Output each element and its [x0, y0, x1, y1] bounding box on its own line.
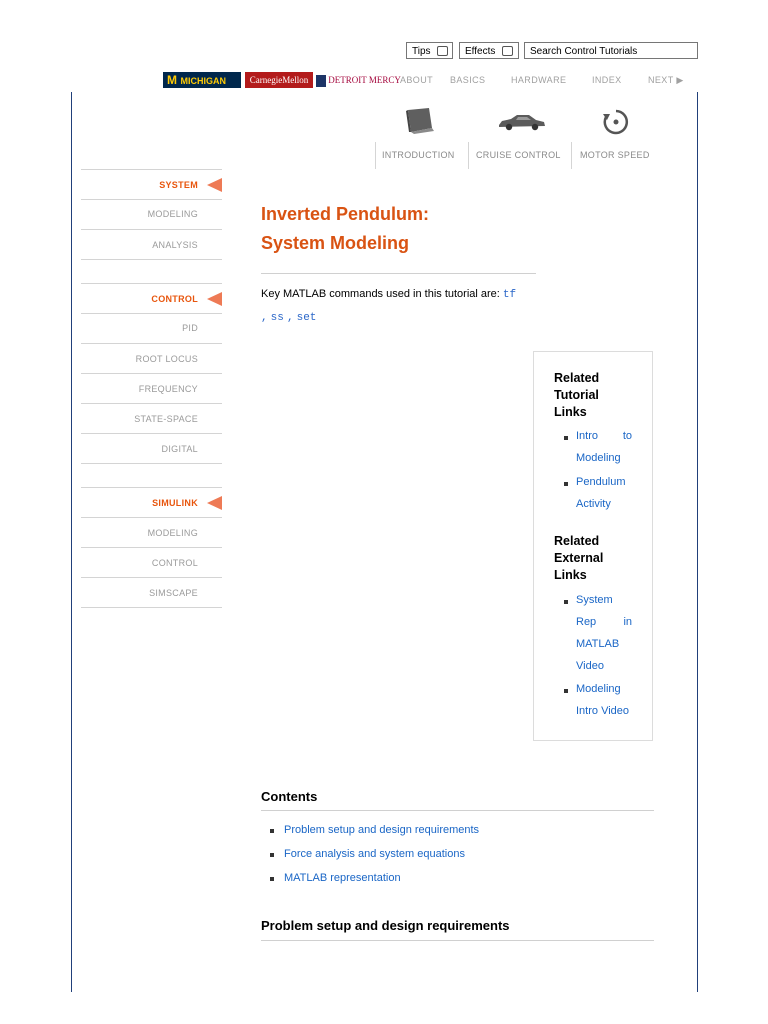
section-divider	[261, 940, 654, 941]
sidebar-item-state-space[interactable]: STATE-SPACE	[134, 414, 198, 424]
link-word[interactable]: Rep	[576, 616, 597, 628]
page-title-line2: System Modeling	[261, 233, 410, 253]
sidebar-item-system-modeling[interactable]: MODELING	[147, 209, 198, 219]
cmu-logo-text: CarnegieMellon	[249, 75, 309, 85]
link-word[interactable]: System	[576, 594, 613, 606]
detroit-mercy-logo[interactable]	[316, 72, 404, 88]
sidebar-item-simulink-control[interactable]: CONTROL	[151, 558, 198, 568]
heading-line: Links	[554, 568, 587, 582]
sidebar-divider	[81, 199, 222, 200]
topnav-basics[interactable]: BASICS	[450, 75, 486, 85]
link-word[interactable]: in	[623, 616, 632, 628]
contents-heading: Contents	[261, 789, 318, 804]
michigan-logo[interactable]	[163, 72, 241, 88]
link-word[interactable]: Intro	[576, 430, 599, 442]
tips-label: Tips	[412, 46, 431, 57]
bullet-icon	[564, 600, 568, 604]
search-placeholder: Search Control Tutorials	[530, 46, 638, 57]
icon-row-separator	[571, 142, 572, 169]
command-tf-link[interactable]: tf	[502, 289, 517, 301]
sidebar-divider	[81, 313, 222, 314]
command-set-link[interactable]: set	[296, 312, 317, 324]
example-motor-speed[interactable]: MOTOR SPEED	[580, 150, 650, 160]
block-m-icon: M	[167, 73, 177, 87]
frame-right-border	[697, 92, 698, 992]
related-link-intro-to-modeling[interactable]	[576, 425, 632, 469]
comma: ,	[286, 312, 294, 324]
sidebar-item-digital[interactable]: DIGITAL	[161, 444, 198, 454]
link-word[interactable]: Video	[576, 660, 604, 672]
topnav-about[interactable]: ABOUT	[400, 75, 434, 85]
topnav-hardware[interactable]: HARDWARE	[511, 75, 567, 85]
heading-line: Links	[554, 405, 587, 419]
tips-toggle[interactable]	[406, 42, 453, 59]
effects-label: Effects	[465, 46, 496, 57]
heading-line: Related	[554, 371, 600, 385]
system-arrow-icon	[207, 178, 222, 192]
title-divider	[261, 273, 536, 274]
contents-divider	[261, 810, 654, 811]
detroit-logo-text: DETROIT MERCY	[328, 75, 401, 85]
sidebar-item-simulink-modeling[interactable]: MODELING	[147, 528, 198, 538]
simulink-arrow-icon	[207, 496, 222, 510]
external-link-modeling-intro-video[interactable]	[576, 678, 629, 722]
sidebar-divider	[81, 403, 222, 404]
link-word[interactable]: Modeling	[576, 683, 621, 695]
example-cruise-control[interactable]: CRUISE CONTROL	[476, 150, 561, 160]
link-word[interactable]: Modeling	[576, 452, 621, 464]
bullet-icon	[270, 877, 274, 881]
sidebar-divider	[81, 607, 222, 608]
tips-checkbox[interactable]	[437, 46, 448, 56]
sidebar-divider	[81, 343, 222, 344]
link-word[interactable]: Intro Video	[576, 705, 630, 717]
sidebar-divider	[81, 463, 222, 464]
key-commands-paragraph	[261, 283, 546, 329]
michigan-logo-text: MICHIGAN	[180, 76, 227, 86]
page-title-line1: Inverted Pendulum:	[261, 204, 430, 224]
bullet-icon	[564, 482, 568, 486]
bullet-icon	[564, 689, 568, 693]
sidebar-divider	[81, 259, 222, 260]
related-external-heading	[554, 533, 603, 584]
contents-link-problem-setup[interactable]: Problem setup and design requirements	[284, 824, 480, 836]
topnav-next[interactable]: NEXT ▶	[648, 75, 684, 85]
topnav-index[interactable]: INDEX	[592, 75, 622, 85]
sidebar-item-system-analysis[interactable]: ANALYSIS	[152, 240, 198, 250]
search-input[interactable]	[524, 42, 698, 59]
effects-toggle[interactable]	[459, 42, 519, 59]
frame-left-border	[71, 92, 72, 992]
sidebar-item-root-locus[interactable]: ROOT LOCUS	[135, 354, 198, 364]
contents-link-force-analysis[interactable]: Force analysis and system equations	[284, 848, 465, 860]
sidebar-item-pid[interactable]: PID	[182, 323, 198, 333]
sidebar-head-control[interactable]: CONTROL	[151, 294, 198, 304]
link-word[interactable]: Pendulum	[576, 476, 626, 488]
icon-row-separator	[375, 142, 376, 169]
sidebar-head-simulink[interactable]: SIMULINK	[152, 498, 198, 508]
contents-link-matlab-representation[interactable]: MATLAB representation	[284, 872, 401, 884]
heading-line: Tutorial	[554, 388, 599, 402]
book-icon[interactable]	[405, 108, 437, 134]
motor-icon[interactable]	[602, 108, 630, 136]
link-word[interactable]: Activity	[576, 498, 611, 510]
sidebar-divider	[81, 283, 222, 284]
sidebar-divider	[81, 487, 222, 488]
key-commands-text: Key MATLAB commands used in this tutorial are:	[261, 288, 503, 300]
sidebar-divider	[81, 229, 222, 230]
sidebar-divider	[81, 577, 222, 578]
heading-line: Related	[554, 534, 600, 548]
sidebar-head-system[interactable]: SYSTEM	[159, 180, 198, 190]
car-icon[interactable]	[497, 112, 547, 132]
external-link-system-rep-matlab-video[interactable]	[576, 589, 632, 677]
sidebar-item-frequency[interactable]: FREQUENCY	[138, 384, 198, 394]
section-heading-problem-setup: Problem setup and design requirements	[261, 918, 510, 933]
heading-line: External	[554, 551, 604, 565]
sidebar-divider	[81, 169, 222, 170]
icon-row-separator	[468, 142, 469, 169]
sidebar-divider	[81, 373, 222, 374]
bullet-icon	[270, 829, 274, 833]
bullet-icon	[564, 436, 568, 440]
sidebar-divider	[81, 433, 222, 434]
command-ss-link[interactable]: ss	[270, 312, 284, 324]
detroit-shield-icon	[316, 75, 326, 87]
related-tutorial-heading	[554, 370, 599, 421]
sidebar-divider	[81, 517, 222, 518]
control-arrow-icon	[207, 292, 222, 306]
effects-checkbox[interactable]	[502, 46, 513, 56]
sidebar-divider	[81, 547, 222, 548]
bullet-icon	[270, 853, 274, 857]
link-word[interactable]: to	[622, 430, 632, 442]
comma: ,	[261, 312, 268, 324]
sidebar-item-simscape[interactable]: SIMSCAPE	[149, 588, 198, 598]
example-introduction[interactable]: INTRODUCTION	[382, 150, 455, 160]
link-word[interactable]: MATLAB	[576, 638, 620, 650]
cmu-logo[interactable]	[245, 72, 313, 88]
related-link-pendulum-activity[interactable]	[576, 471, 626, 515]
